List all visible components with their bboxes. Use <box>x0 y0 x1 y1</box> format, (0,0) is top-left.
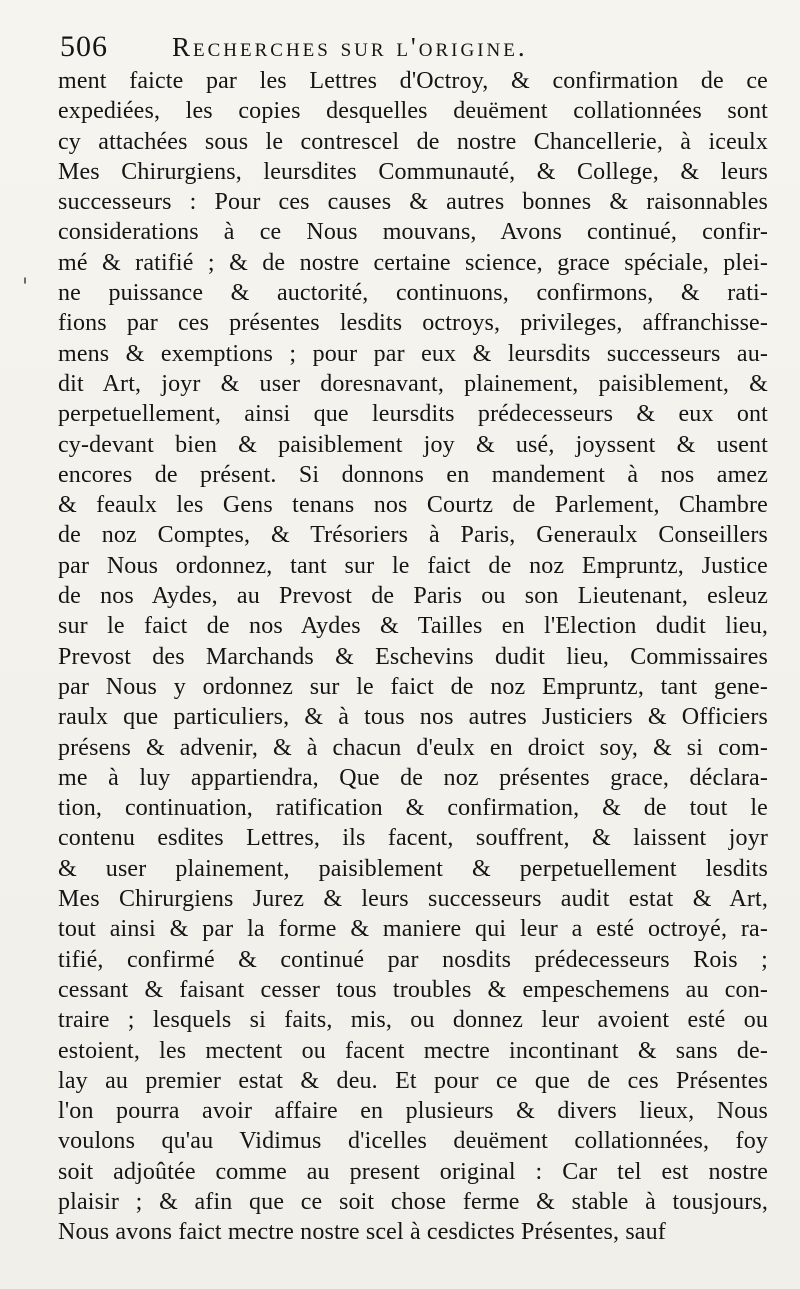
text-line: dit Art, joyr & user doresnavant, plainement, paisiblement, & <box>58 370 768 397</box>
text-line: successeurs : Pour ces causes & autres bonnes & raisonnables <box>58 189 768 216</box>
text-line: expediées, les copies desquelles deuëment collationnées sont <box>58 98 768 125</box>
text-line: plaisir ; & afin que ce soit chose ferme & stable à tousjours, <box>58 1188 768 1215</box>
running-title: Recherches sur l'origine. <box>172 32 528 62</box>
text-line: par Nous ordonnez, tant sur le faict de noz Empruntz, Justice <box>58 552 768 579</box>
text-line: par Nous y ordonnez sur le faict de noz Empruntz, tant gene- <box>58 673 768 700</box>
text-line: encores de présent. Si donnons en mandement à nos amez <box>58 461 768 488</box>
text-line: Mes Chirurgiens, leursdites Communauté, & College, & leurs <box>58 158 768 185</box>
text-line: tifié, confirmé & continué par nosdits prédecesseurs Rois ; <box>58 946 768 973</box>
text-line: cy-devant bien & paisiblement joy & usé, joyssent & usent <box>58 431 768 458</box>
text-line: traire ; lesquels si faits, mis, ou donnez leur avoient esté ou <box>58 1007 768 1034</box>
text-line: voulons qu'au Vidimus d'icelles deuëment collationnées, foy <box>58 1128 768 1155</box>
text-line: ne puissance & auctorité, continuons, confirmons, & rati- <box>58 280 768 307</box>
text-line: Mes Chirurgiens Jurez & leurs successeurs audit estat & Art, <box>58 886 768 913</box>
text-line: considerations à ce Nous mouvans, Avons continué, confir- <box>58 219 768 246</box>
text-line: ment faicte par les Lettres d'Octroy, & confirmation de ce <box>58 68 768 94</box>
text-line: Prevost des Marchands & Eschevins dudit lieu, Commissaires <box>58 643 768 670</box>
text-line: fions par ces présentes lesdits octroys, privileges, affranchisse- <box>58 310 768 337</box>
text-line: cy attachées sous le contrescel de nostre Chancellerie, à iceulx <box>58 128 768 155</box>
body-text <box>58 66 768 1248</box>
text-line: de nos Aydes, au Prevost de Paris ou son Lieutenant, esleuz <box>58 583 768 610</box>
text-line: de noz Comptes, & Trésoriers à Paris, Generaulx Conseillers <box>58 522 768 549</box>
text-line: me à luy appartiendra, Que de noz présentes grace, déclara- <box>58 764 768 791</box>
text-line: soit adjoûtée comme au present original : Car tel est nostre <box>58 1158 768 1185</box>
text-line: mens & exemptions ; pour par eux & leursdits successeurs au- <box>58 340 768 367</box>
text-line: sur le faict de nos Aydes & Tailles en l'Election dudit lieu, <box>58 613 768 640</box>
text-line: lay au premier estat & deu. Et pour ce que de ces Présentes <box>58 1067 768 1094</box>
text-line: tion, continuation, ratification & confirmation, & de tout le <box>58 795 768 822</box>
text-line: & feaulx les Gens tenans nos Courtz de Parlement, Chambre <box>58 492 768 519</box>
page-header <box>60 26 740 68</box>
text-line: & user plainement, paisiblement & perpetuellement lesdits <box>58 855 768 882</box>
text-line: raulx que particuliers, & à tous nos autres Justiciers & Officiers <box>58 704 768 731</box>
text-line: estoient, les mectent ou facent mectre incontinant & sans de- <box>58 1037 768 1064</box>
text-line: mé & ratifié ; & de nostre certaine science, grace spéciale, plei- <box>58 249 768 276</box>
text-line: Nous avons faict mectre nostre scel à cesdictes Présentes, sauf <box>58 1219 666 1246</box>
page-number: 506 <box>60 30 108 63</box>
text-line: cessant & faisant cesser tous troubles & empeschemens au con- <box>58 976 768 1003</box>
text-line: tout ainsi & par la forme & maniere qui leur a esté octroyé, ra- <box>58 916 768 943</box>
text-line: contenu esdites Lettres, ils facent, souffrent, & laissent joyr <box>58 825 768 852</box>
text-line: perpetuellement, ainsi que leursdits prédecesseurs & eux ont <box>58 401 768 428</box>
text-line: présens & advenir, & à chacun d'eulx en droict soy, & si com- <box>58 734 768 761</box>
margin-mark: ' <box>22 275 29 300</box>
text-line: l'on pourra avoir affaire en plusieurs & divers lieux, Nous <box>58 1098 768 1125</box>
